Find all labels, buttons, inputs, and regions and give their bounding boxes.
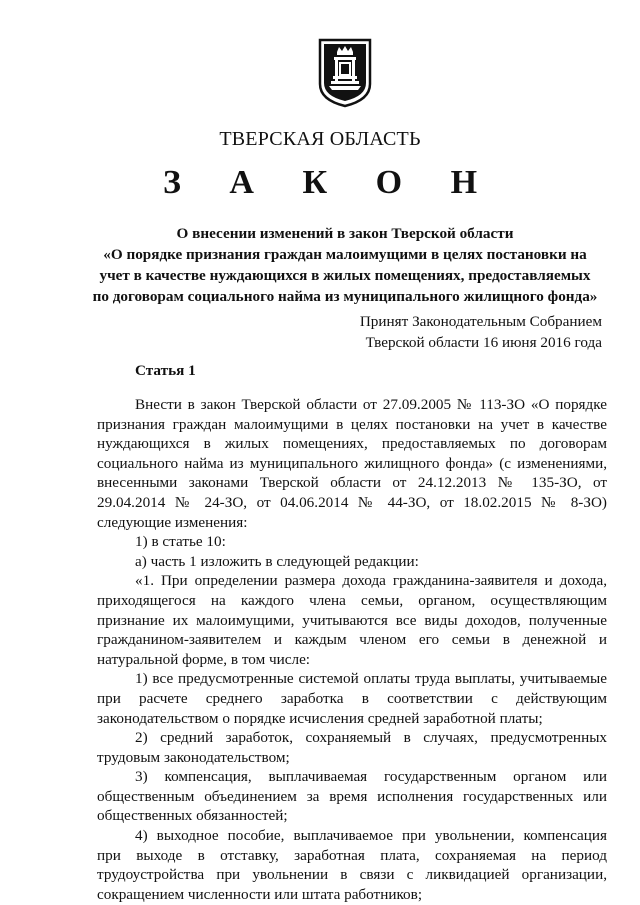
text-line: при выходе в отставку, заработная плата, сохраняемая на период <box>97 846 607 864</box>
article-heading: Статья 1 <box>135 362 196 379</box>
text-line: «1. При определении размера дохода гражданина-заявителя и дохода, <box>135 572 607 590</box>
text-line: гражданином-заявителем и каждым членом его семьи в денежной и <box>97 631 607 649</box>
text-line: признания граждан малоимущими в целях постановки на учет в качестве <box>97 415 607 433</box>
text-line: при расчете среднего заработка в соответствии с действующим <box>97 689 607 707</box>
text-line: трудовым законодательством; <box>97 748 290 766</box>
law-subject <box>60 223 630 307</box>
subject-line: учет в качестве нуждающихся в жилых помещениях, предоставляемых <box>99 267 591 284</box>
text-line: законодательством о порядке исчисления средней заработной платы; <box>97 709 543 727</box>
text-line: 1) в статье 10: <box>135 533 226 551</box>
text-line: общественным объединением за время исполнения государственных или <box>97 787 607 805</box>
article-body <box>97 395 607 904</box>
subject-line: О внесении изменений в закон Тверской области <box>176 225 514 242</box>
text-line: 1) все предусмотренные системой оплаты труда выплаты, учитываемые <box>135 670 607 688</box>
document-title: З А К О Н <box>162 164 498 201</box>
text-line: следующие изменения: <box>97 513 248 531</box>
text-line: трудоустройства при увольнении в связи с ликвидацией организации, <box>97 866 607 884</box>
text-line: 2) средний заработок, сохраняемый в случаях, предусмотренных <box>135 729 607 747</box>
text-line: 3) компенсация, выплачиваемая государственным органом или <box>135 768 607 786</box>
text-line: Внести в закон Тверской области от 27.09.2005 № 113-ЗО «О порядке <box>135 396 607 413</box>
text-line: натуральной форме, в том числе: <box>97 650 311 668</box>
text-line: нуждающихся в жилых помещениях, предоставляемых по договорам <box>97 435 607 453</box>
adoption-line: Принят Законодательным Собранием <box>359 313 602 330</box>
tver-coat-of-arms-icon <box>317 38 373 108</box>
text-line: внесенными законами Тверской области от 24.12.2013 № 135-ЗО, от <box>97 474 607 492</box>
text-line: признание их малоимущими, учитываются все виды доходов, полученные <box>97 611 607 629</box>
text-line: сокращением численности или штата работников; <box>97 885 423 903</box>
subject-line: «О порядке признания граждан малоимущими в целях постановки на <box>103 246 587 263</box>
text-line: социального найма из муниципального жилищного фонда» (с изменениями, <box>97 454 607 472</box>
text-line: 29.04.2014 № 24-ЗО, от 04.06.2014 № 44-ЗО, от 18.02.2015 № 8-ЗО) <box>97 493 607 511</box>
subject-line: по договорам социального найма из муниципального жилищного фонда» <box>92 288 598 305</box>
adoption-note <box>360 311 602 353</box>
adoption-line: Тверской области 16 июня 2016 года <box>365 334 602 351</box>
region-name: ТВЕРСКАЯ ОБЛАСТЬ <box>219 128 421 150</box>
text-line: общественных обязанностей; <box>97 807 288 825</box>
text-line: приходящегося на каждого члена семьи, органом, осуществляющим <box>97 591 607 609</box>
text-line: а) часть 1 изложить в следующей редакции: <box>135 552 419 570</box>
text-line: 4) выходное пособие, выплачиваемое при увольнении, компенсация <box>135 827 607 845</box>
